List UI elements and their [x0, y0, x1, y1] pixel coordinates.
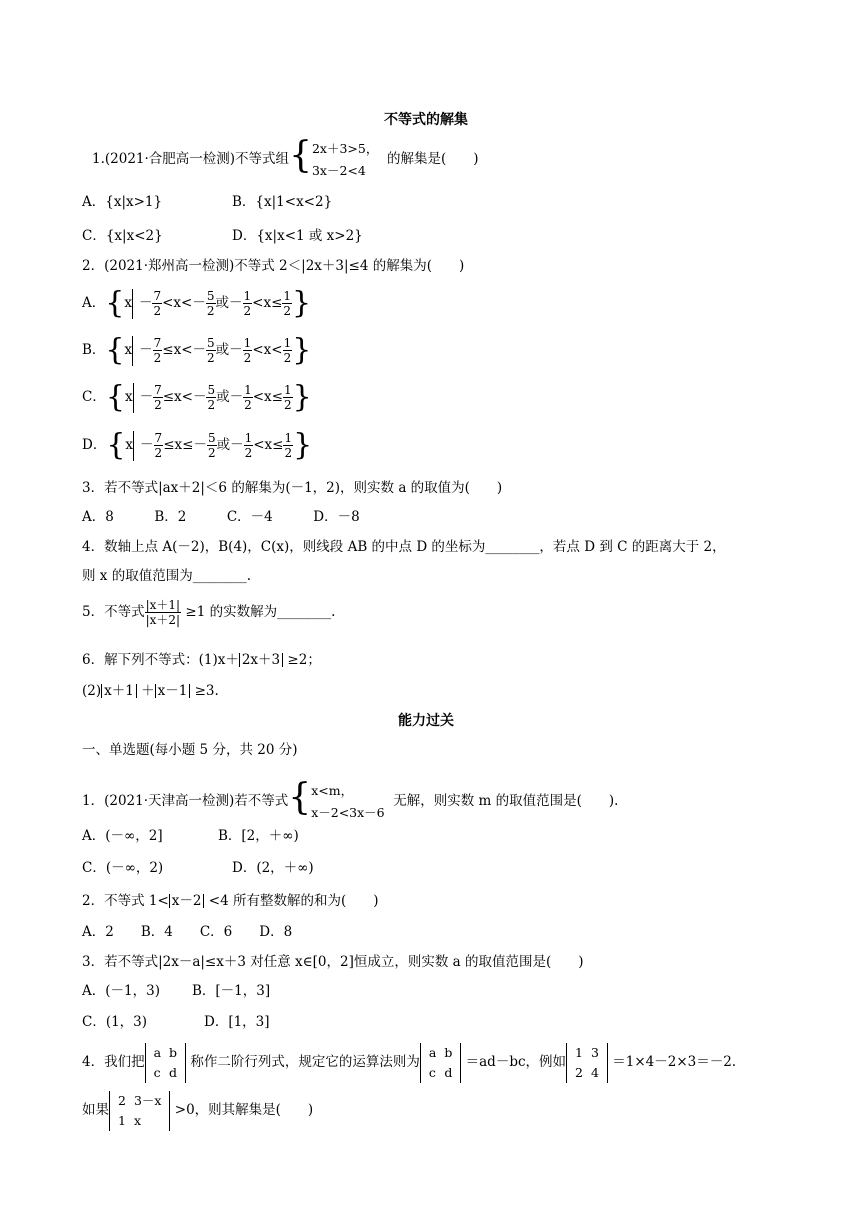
fraction-1-2: $\frac{1}{2}$ — [243, 336, 252, 365]
option-label: C． — [82, 389, 106, 405]
minus-sign: － — [193, 437, 207, 453]
s2q1-option-d[interactable]: D．(2，＋∞) — [232, 860, 314, 876]
det-c: c — [428, 1064, 436, 1080]
det-f12: 3－x — [133, 1092, 162, 1108]
det-d: d — [169, 1064, 178, 1080]
set-var: x — [125, 437, 134, 453]
det-b: b — [444, 1044, 453, 1060]
minus-sign: － — [139, 342, 153, 358]
q5-denominator: |x＋2| — [145, 613, 181, 627]
or-word: 或 — [215, 295, 229, 311]
q6-2-suffix: ≥3. — [194, 683, 219, 699]
system-line-1: 2x＋3>5， — [311, 140, 379, 156]
set-close-brace: } — [292, 379, 312, 415]
relation-1: ≤x< — [162, 342, 193, 358]
question-4-line-2: 则 x 的取值范围为________. — [82, 568, 251, 584]
question-3-stem: 3．若不等式|ax＋2|＜6 的解集为(－1，2)，则实数 a 的取值为( ) — [82, 480, 503, 496]
s2q2-prefix: 2．不等式 1< — [82, 893, 169, 909]
minus-sign: － — [192, 342, 207, 358]
q5-fraction — [145, 598, 182, 627]
question-4-line-1: 4．数轴上点 A(－2)，B(4)，C(x)，则线段 AB 的中点 D 的坐标为________，若点 D 到 C 的距离大于 2， — [82, 539, 726, 555]
q2-option-b[interactable] — [82, 330, 311, 371]
s2q1-option-b[interactable]: B．[2，＋∞) — [218, 828, 299, 844]
fraction-1-2: $\frac{1}{2}$ — [283, 336, 292, 365]
question-6-line-2 — [82, 682, 219, 700]
section-title-solution-sets: 不等式的解集 — [384, 112, 468, 128]
fraction-7-2: $\frac{7}{2}$ — [154, 431, 163, 460]
set-open-brace: { — [105, 379, 125, 415]
fraction-5-2: $\frac{5}{2}$ — [207, 383, 216, 412]
fraction-1-2: $\frac{1}{2}$ — [243, 289, 252, 318]
question-2-stem: 2．(2021·郑州高一检测)不等式 2＜|2x＋3|≤4 的解集为( ) — [82, 258, 465, 274]
inequality-system — [311, 780, 384, 824]
det-a: a — [153, 1044, 162, 1060]
set-open-brace: { — [105, 285, 125, 321]
question-6-line-1 — [82, 651, 321, 669]
det-e11: 1 — [575, 1044, 583, 1060]
set-bar — [133, 431, 140, 461]
question-5 — [82, 598, 335, 627]
system-brace: { — [289, 135, 312, 176]
q6-abs-1: 2x＋3 — [239, 653, 283, 667]
q6-2-prefix: (2) — [82, 683, 102, 699]
fraction-1-2: $\frac{1}{2}$ — [283, 383, 292, 412]
fraction-1-2: $\frac{1}{2}$ — [244, 431, 253, 460]
inequality-system — [312, 138, 378, 182]
s2-question-4-line-1 — [82, 1040, 736, 1084]
q1-suffix: 的解集是( ) — [386, 151, 479, 167]
minus-sign: － — [192, 295, 206, 311]
s2q4-text-2: 称作二阶行列式，规定它的运算法则为 — [190, 1054, 420, 1070]
q1-option-c[interactable]: C．{x|x<2} — [82, 228, 163, 244]
q5-prefix: 5．不等式 — [82, 604, 145, 620]
det-a: a — [428, 1044, 437, 1060]
determinant-example — [566, 1043, 608, 1083]
set-bar — [133, 383, 140, 413]
s2-question-3-stem: 3．若不等式|2x－a|≤x＋3 对任意 x∈[0，2]恒成立，则实数 a 的取值范围是( ) — [82, 954, 584, 970]
q6-prefix: 6．解下列不等式：(1)x＋ — [82, 652, 239, 668]
q1-option-a[interactable]: A．{x|x>1} — [82, 194, 163, 210]
s2q1-option-c[interactable]: C．(－∞，2) — [82, 860, 164, 876]
section-subtitle: 一、单选题(每小题 5 分，共 20 分) — [82, 742, 298, 758]
q6-2-plus: ＋ — [141, 683, 155, 699]
s2q1-suffix: 无解，则实数 m 的取值范围是( ). — [393, 793, 619, 809]
s2q3-option-d[interactable]: D．[1，3] — [204, 1014, 270, 1030]
det-e22: 4 — [590, 1064, 599, 1080]
minus-sign: － — [229, 295, 243, 311]
s2q2-abs: x－2 — [169, 894, 205, 908]
minus-sign: － — [230, 437, 244, 453]
set-open-brace: { — [106, 427, 126, 463]
q1-option-d[interactable]: D．{x|x<1 或 x>2} — [232, 228, 363, 244]
set-var: x — [124, 389, 133, 405]
q5-numerator: |x＋1| — [145, 598, 181, 612]
s2-question-1 — [82, 776, 618, 824]
fraction-5-2: $\frac{5}{2}$ — [206, 289, 215, 318]
fraction-5-2: $\frac{5}{2}$ — [207, 336, 215, 365]
s2q3-option-b[interactable]: B．[－1，3] — [192, 983, 271, 999]
q2-option-a[interactable] — [82, 283, 311, 324]
minus-sign: － — [140, 437, 154, 453]
system-brace: { — [288, 777, 312, 818]
set-var: x — [124, 342, 133, 358]
s2q4-text-3: ＝ad－bc，例如 — [465, 1054, 567, 1070]
det-f11: 2 — [118, 1092, 126, 1108]
s2q4-text-1: 4．我们把 — [82, 1054, 145, 1070]
system-line-2: x－2<3x－6 — [311, 804, 385, 820]
fraction-7-2: $\frac{7}{2}$ — [154, 383, 162, 412]
fraction-1-2: $\frac{1}{2}$ — [244, 383, 252, 412]
question-1 — [92, 134, 479, 182]
set-close-brace: } — [292, 285, 312, 321]
q6-2-abs-1: x＋1 — [101, 684, 137, 698]
set-close-brace: } — [293, 427, 313, 463]
det-c: c — [153, 1064, 161, 1080]
minus-sign: － — [138, 295, 153, 311]
minus-sign: － — [229, 342, 243, 358]
determinant-inequality — [109, 1091, 170, 1131]
q3-options[interactable]: A．8 B．2 C．－4 D．－8 — [82, 509, 360, 525]
det-e21: 2 — [575, 1064, 583, 1080]
s2q3-option-c[interactable]: C．(1，3) — [82, 1014, 148, 1030]
minus-sign: － — [192, 389, 207, 405]
s2-question-4-line-2 — [82, 1088, 313, 1132]
determinant-rule — [420, 1043, 461, 1083]
s2q1-prefix: 1．(2021·天津高一检测)若不等式 — [82, 793, 289, 809]
s2q2-suffix: <4 所有整数解的和为( ) — [208, 893, 379, 909]
s2-question-2 — [82, 892, 379, 910]
determinant-generic — [145, 1043, 186, 1083]
det-e12: 3 — [590, 1044, 599, 1060]
q1-option-b[interactable]: B．{x|1<x<2} — [232, 194, 333, 210]
s2q4-text-4: ＝1×4－2×3＝－2. — [612, 1054, 737, 1070]
relation-1: ≤x≤ — [163, 437, 194, 453]
det-d: d — [444, 1064, 453, 1080]
fraction-7-2: $\frac{7}{2}$ — [153, 336, 162, 365]
s2q2-options[interactable]: A．2 B．4 C．6 D．8 — [82, 924, 293, 940]
det-b: b — [169, 1044, 178, 1060]
fraction-5-2: $\frac{5}{2}$ — [207, 431, 216, 460]
relation-2: <x≤ — [252, 389, 283, 405]
minus-sign: － — [139, 389, 154, 405]
option-label: D． — [82, 437, 107, 453]
s2q4-line2-suffix: >0，则其解集是( ) — [174, 1102, 314, 1118]
q1-prefix: 1.(2021·合肥高一检测)不等式组 — [92, 151, 290, 167]
q5-suffix: ≥1 的实数解为________. — [185, 604, 336, 620]
s2q4-line2-prefix: 如果 — [82, 1102, 109, 1118]
or-word: 或 — [216, 437, 231, 453]
set-bar — [132, 289, 139, 319]
option-label: A． — [82, 295, 106, 311]
fraction-1-2: $\frac{1}{2}$ — [283, 289, 292, 318]
q2-option-d[interactable] — [82, 425, 312, 466]
det-f22: x — [133, 1112, 142, 1128]
or-word: 或 — [215, 342, 230, 358]
det-f21: 1 — [118, 1112, 126, 1128]
s2q3-option-a[interactable]: A．(－1，3) — [82, 983, 160, 999]
section-title-ability: 能力过关 — [398, 713, 454, 729]
system-line-2: 3x－2<4 — [311, 162, 366, 178]
s2q1-option-a[interactable]: A．(－∞，2] — [82, 828, 163, 844]
system-line-1: x<m， — [311, 782, 354, 798]
relation-1: <x< — [162, 295, 193, 311]
set-close-brace: } — [292, 332, 312, 368]
fraction-1-2: $\frac{1}{2}$ — [284, 431, 293, 460]
option-label: B． — [82, 342, 106, 358]
relation-2: <x≤ — [252, 295, 283, 311]
relation-1: ≤x< — [162, 389, 193, 405]
set-open-brace: { — [105, 332, 125, 368]
q6-suffix: ≥2； — [287, 652, 321, 668]
fraction-7-2: $\frac{7}{2}$ — [153, 289, 162, 318]
relation-2: <x≤ — [253, 437, 284, 453]
relation-2: <x< — [252, 342, 283, 358]
q2-option-c[interactable] — [82, 377, 312, 418]
q6-2-abs-2: x－1 — [155, 684, 191, 698]
or-word: 或 — [216, 389, 230, 405]
minus-sign: － — [229, 389, 244, 405]
set-var: x — [124, 295, 132, 311]
